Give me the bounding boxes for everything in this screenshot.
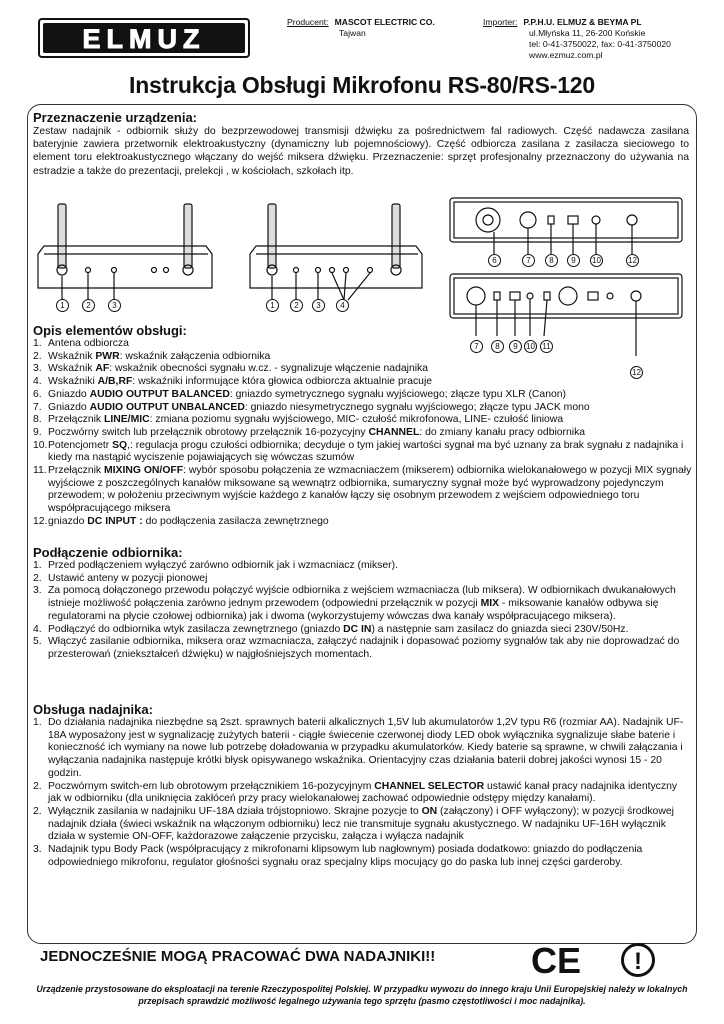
list-item-post: : wybór sposobu połączenia ze wzmacniaczem (mikserem) odbiornika wielokanałowego w pozycji MIX sygnały wyjściowe z poszczególnych kanałów miksowane są wewnątrz odbiornika, sumaryczny sygnał może być wyprowadzony pojedynczym przewodem; w położeniu przeciwnym wyjście każdego z kanałów łączy się osobnym przewodem z wejściem odpowiedniego toru współpracującego miksera — [48, 465, 692, 515]
list-item-b: CHANNEL — [368, 426, 420, 438]
list-item — [33, 389, 693, 402]
importer-web: www.ezmuz.com.pl — [529, 50, 603, 60]
list-item-pre: Gniazdo — [48, 401, 90, 413]
list-item — [33, 338, 693, 351]
producer-name: MASCOT ELECTRIC CO. — [334, 17, 435, 27]
list-item — [33, 636, 693, 661]
list-item — [33, 351, 693, 364]
list-item-post: : gniazdo niesymetrycznego sygnału wyjściowego; złącze typu JACK mono — [244, 401, 590, 413]
callout-8: 8 — [491, 340, 504, 353]
list-item — [33, 363, 693, 376]
list-item-pre: Przed podłączeniem wyłączyć zarówno odbiornik jak i wzmacniacz (mikser). — [48, 560, 398, 571]
list-item-b: AF — [95, 363, 110, 375]
list-item-pre: Poczwórny switch lub przełącznik obrotowy przełącznik 16-pozycyjny — [48, 426, 369, 438]
connection-section — [33, 545, 693, 662]
list-item-b: MIXING ON/OFF — [104, 465, 184, 477]
list-item-b: PWR — [95, 350, 120, 362]
list-item-pre: Poczwórnym switch-em lub obrotowym przełącznikiem 16-pozycyjnym — [48, 780, 375, 792]
list-item-num: 3. — [33, 844, 42, 856]
callout-7: 7 — [470, 340, 483, 353]
list-item-num: 3. — [33, 363, 42, 375]
callout-10: 10 — [524, 340, 537, 353]
callout-1: 1 — [266, 299, 279, 312]
transmitter-heading: Obsługa nadajnika: — [33, 702, 153, 717]
list-item-post: Body Pack (współpracujący z mikrofonami klipsowym lub nagłownym) posiada dodatkowo: gniazdo do podłączenia odpowiedniego mikrofonu, regulator głośności sygnału oraz specjalny klips mocujący go do paska lub innej części garderoby. — [48, 844, 643, 868]
list-item — [33, 376, 693, 389]
list-item-post: : do zmiany kanału pracy odbiornika — [419, 426, 586, 438]
callout-8: 8 — [545, 254, 558, 267]
list-item — [33, 560, 693, 573]
receiver-front-single — [38, 204, 212, 300]
list-item-post: ustawić kanał pracy nadajnika identyczny jak w odbiorniku (dla uniknięcia zakłóceń przy pracy wielokanałowej zachować odpowiednie odstępy między kanałami). — [48, 780, 678, 805]
list-item — [33, 624, 693, 637]
list-item-post: : wskaźnik załączenia odbiornika — [119, 350, 271, 362]
list-item — [33, 414, 693, 427]
list-item-num: 1. — [33, 560, 42, 571]
list-item-pre: Za pomocą dołączonego przewodu połączyć wyjście odbiornika z wejściem wzmacniacza (lub miksera). W odbiornikach dwukanałowych istnieje możliwość połączenia zarówno jednym przewodem (odpowiedni przełącznik w pozycji — [48, 585, 676, 610]
list-item — [33, 585, 693, 623]
list-item-b: AUDIO OUTPUT UNBALANCED — [89, 401, 245, 413]
list-item-pre: Przełącznik — [48, 465, 105, 477]
svg-text:CE: CE — [530, 940, 582, 980]
transmitter-list — [33, 717, 693, 869]
list-item-b: LINE/MIC — [104, 414, 150, 426]
two-transmitters-warning: JEDNOCZEŚNIE MOGĄ PRACOWAĆ DWA NADAJNIKI!! — [40, 948, 436, 965]
list-item-pre: Do działania nadajnika niezbędne są 2szt. sprawnych baterii alkalicznych 1,5V lub akumulatorów 1,2V typu R6 (rozmiar AA). Nadajnik UF-18A wyposażony jest w sygnalizację zużytych baterii - ciągłe świecenie czerwonej diody LED obok wyłącznika sygnalizuje słabe baterie i konieczność ich wymiany na nowe lub potrzebę doładowania w przypadku akumulatorków. Kiedy baterie są sprawne, w chwili załączania i wyłączania nadajnika następuje krótki błysk opisywanego wskaźnika. Orientacyjny czas działania baterii dobrej jakości wynosi 15 - 20 godzin. — [48, 717, 684, 779]
importer-info — [483, 17, 671, 61]
callout-6: 6 — [488, 254, 501, 267]
list-item-pre: Nadajnik typu — [48, 844, 114, 856]
list-item-pre: Wskaźnik — [48, 363, 96, 375]
list-item-num: 7. — [33, 401, 42, 413]
callout-10: 10 — [590, 254, 603, 267]
callout-2: 2 — [290, 299, 303, 312]
list-item-num: 1. — [33, 717, 42, 728]
callout-11: 11 — [540, 340, 553, 353]
callout-3: 3 — [312, 299, 325, 312]
callout-2: 2 — [82, 299, 95, 312]
list-item-b: SQ — [112, 439, 128, 451]
list-item-b: DC INPUT : — [87, 515, 143, 527]
list-item-num: 3. — [33, 585, 42, 597]
list-item-num: 6. — [33, 388, 42, 400]
list-item-num: 12. — [33, 515, 48, 527]
list-item — [33, 516, 693, 529]
importer-label: Importer: — [483, 17, 518, 27]
list-item-num: 1. — [33, 338, 42, 349]
receiver-front-dual — [250, 204, 422, 300]
list-item-b: AUDIO OUTPUT BALANCED — [89, 388, 230, 400]
list-item-pre: Potencjometr — [48, 439, 113, 451]
list-item — [33, 806, 693, 844]
list-item-b: ON — [421, 805, 438, 817]
list-item-post: : gniazdo symetrycznego sygnału wyjściowego; złącze typu XLR (Canon) — [229, 388, 566, 400]
list-item-b: A/B,RF — [97, 376, 133, 388]
list-item-num: 11. — [33, 465, 47, 477]
list-item-pre: Włączyć zasilanie odbiornika, miksera oraz wzmacniacza, załączyć nadajnik i dopasować poziomy sygnałów tak aby nie doprowadzać do przesterowań (zniekształceń dźwięku) w najgłośniejszych momentach. — [48, 636, 680, 660]
list-item-post: : wskaźniki informujące która głowica odbiorcza aktualnie pracuje — [132, 376, 433, 388]
list-item-num: 10. — [33, 439, 48, 451]
list-item-pre: gniazdo — [48, 515, 88, 527]
controls-list — [33, 338, 693, 529]
callout-1: 1 — [56, 299, 69, 312]
list-item-post: - miksowanie kanałów odbywa się regulatorami na płycie czołowej odbiornika) jak i dwoma (wykorzystujemy wówczas dwa kanały współpracującego miksera). — [48, 598, 659, 622]
list-item-num: 4. — [33, 376, 42, 388]
connection-heading: Podłączenie odbiornika: — [33, 545, 183, 560]
purpose-section — [33, 110, 689, 178]
list-item-pre: Wyłącznik zasilania w nadajniku UF-18A działa trójstopniowo. Skrajne pozycje to — [48, 805, 422, 817]
callout-3: 3 — [108, 299, 121, 312]
logo-text: ELMUZ — [82, 24, 206, 54]
list-item-pre: Gniazdo — [48, 388, 90, 400]
alert-circle-icon — [620, 942, 656, 978]
list-item-b: DC IN — [343, 623, 372, 635]
list-item-num: 2. — [33, 350, 42, 362]
list-item-num: 9. — [33, 426, 42, 438]
importer-phone: tel: 0-41-3750022, fax: 0-41-3750020 — [529, 39, 671, 49]
list-item — [33, 781, 693, 806]
list-item-num: 2. — [33, 780, 42, 792]
purpose-heading: Przeznaczenie urządzenia: — [33, 110, 197, 125]
list-item-b: CHANNEL SELECTOR — [374, 780, 485, 792]
svg-text:!: ! — [634, 948, 642, 975]
producer-label: Producent: — [287, 17, 329, 27]
receiver-rear-single — [450, 198, 682, 254]
list-item-pre: Wskaźniki — [48, 376, 98, 388]
page-title: Instrukcja Obsługi Mikrofonu RS-80/RS-120 — [129, 72, 595, 98]
list-item-post: ,: regulacja progu czułości odbiornika; decyduje o tym jakiej wartości sygnał ma być uznany za brak sygnału z nadajnika i kiedy ma nastąpić wyciszenie pojawiających się wówczas szumów — [48, 439, 684, 464]
list-item-pre: Antena odbiorcza — [48, 338, 129, 349]
list-item — [33, 427, 693, 440]
importer-address: ul.Młyńska 11, 26-200 Końskie — [529, 28, 646, 38]
importer-name: P.P.H.U. ELMUZ & BEYMA PL — [523, 17, 642, 27]
list-item — [33, 465, 693, 516]
list-item-pre: Ustawić anteny w pozycji pionowej — [48, 572, 208, 584]
list-item — [33, 717, 693, 781]
callout-12: 12 — [626, 254, 639, 267]
callout-9: 9 — [567, 254, 580, 267]
list-item — [33, 573, 693, 586]
callout-9: 9 — [509, 340, 522, 353]
legal-notice: Urządzenie przystosowane do eksploatacji na terenie Rzeczypospolitej Polskiej. W przypadku wywozu do innego kraju Unii Europejskiej należy w lokalnych przepisach sprawdzić możliwość legalnego używania tego sprzętu (pasmo częstotliwości i moc nadajnika). — [36, 984, 688, 1006]
controls-heading: Opis elementów obsługi: — [33, 323, 187, 338]
list-item-pre: Przełącznik — [48, 414, 105, 426]
list-item — [33, 844, 693, 869]
producer-country: Tajwan — [339, 28, 366, 38]
list-item-num: 8. — [33, 414, 42, 426]
purpose-text: Zestaw nadajnik - odbiornik służy do bezprzewodowej transmisji dźwięku za pośrednictwem fal radiowych. Część nadawcza zasilana bateryjnie zawiera przetwornik elektroakustyczny (dynamiczny lub pojemnościowy). Część odbiorcza zasilana z zasilacza sieciowego to element toru elektroakustycznego włączany do wejść miksera dźwięku. Przeznaczenie: sprzęt profesjonalny przeznaczony do używania na estradzie a także do prezentacji, prelekcji , w kościołach, szkołach itp. — [33, 126, 689, 177]
list-item-post: do podłączenia zasilacza zewnętrznego — [142, 515, 329, 527]
connection-list — [33, 560, 693, 662]
list-item-post: : wskaźnik obecności sygnału w.cz. - sygnalizuje włączenie nadajnika — [109, 363, 429, 375]
callout-4: 4 — [336, 299, 349, 312]
list-item-pre: Wskaźnik — [48, 350, 96, 362]
ce-mark-icon — [530, 940, 582, 980]
producer-info — [287, 17, 435, 39]
list-item-num: 5. — [33, 636, 42, 648]
callout-7: 7 — [522, 254, 535, 267]
list-item — [33, 440, 693, 465]
list-item — [33, 402, 693, 415]
list-item-post: (załączony) i OFF wyłączony); w pozycji środkowej nadajnik działa (świeci wskaźnik na włączonym odbiorniku) lecz nie transmituje sygnału akustycznego. W nadajniku UF-16H wyłącznik działa w systemie ON-OFF, każdorazowe załączenie przycisku, załącza i wyłącza nadajnik — [48, 805, 674, 843]
list-item-num: 2. — [33, 805, 42, 817]
transmitter-section — [33, 702, 693, 869]
list-item-post: ) a następnie sam zasilacz do gniazda sieci 230V/50Hz. — [371, 623, 629, 635]
list-item-b: MIX — [480, 598, 500, 610]
controls-section — [33, 323, 693, 529]
list-item-pre: Podłączyć do odbiornika wtyk zasilacza zewnętrznego (gniazdo — [48, 623, 344, 635]
elmuz-logo — [38, 18, 250, 58]
list-item-num: 4. — [33, 623, 42, 635]
list-item-num: 2. — [33, 572, 42, 584]
list-item-post: : zmiana poziomu sygnału wyjściowego, MIC- czułość mikrofonowa, LINE- czułość liniowa — [149, 414, 564, 426]
callout-12: 12 — [630, 366, 643, 379]
